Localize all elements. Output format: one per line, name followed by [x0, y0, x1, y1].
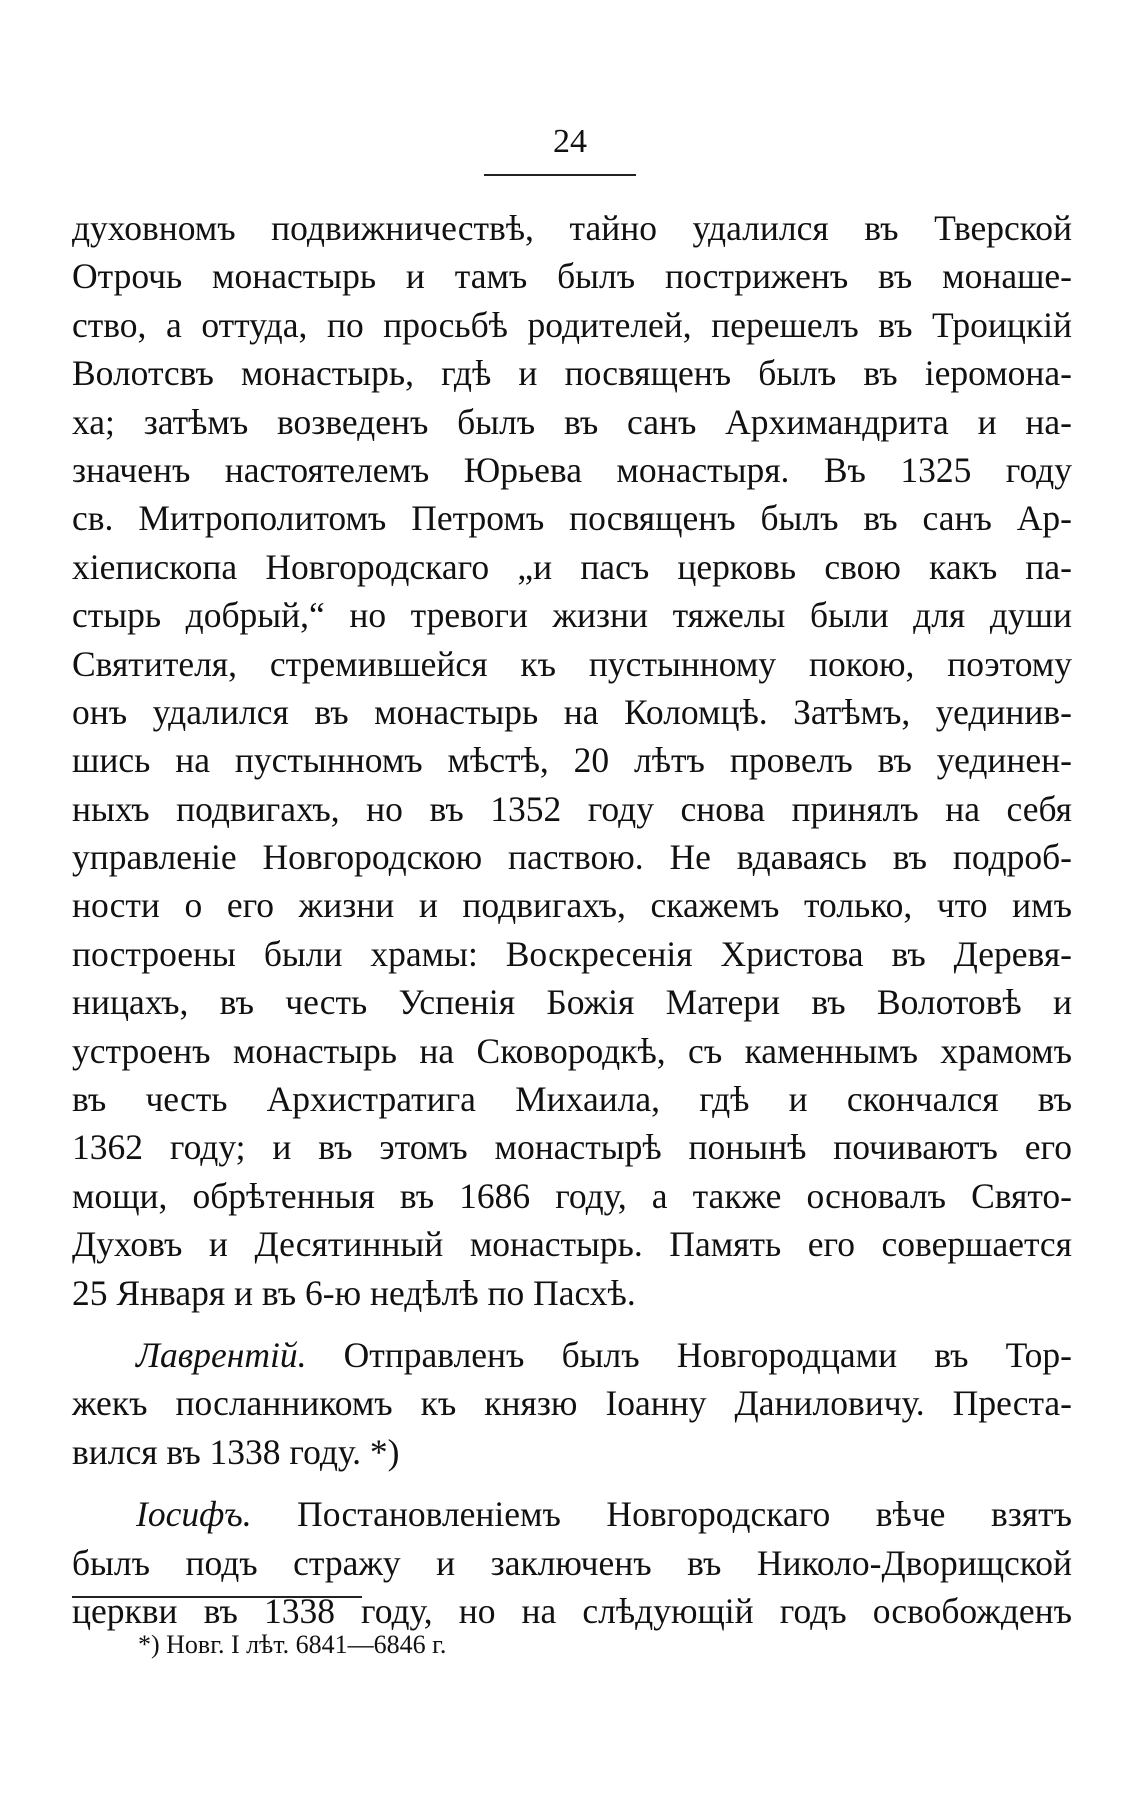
text-line: былъ подъ стражу и заключенъ въ Николо-Дворищской [72, 1542, 1072, 1583]
text-line: ности о его жизни и подвигахъ, скажемъ только, что имъ [72, 885, 1072, 926]
text-line: значенъ настоятелемъ Юрьева монастыря. Въ 1325 году [72, 449, 1072, 490]
paragraph-gap [72, 1476, 1072, 1490]
text-line: онъ удалился въ монастырь на Коломцѣ. Затѣмъ, уединив- [72, 691, 1072, 732]
person-name: Іосифъ. [136, 1494, 252, 1535]
paragraph-gap [72, 1317, 1072, 1331]
text-fragment: Постановленіемъ Новгородскаго вѣче взятъ [251, 1494, 1072, 1535]
page-number-rule [484, 174, 636, 176]
text-line [72, 1331, 1072, 1379]
text-line: Отрочь монастырь и тамъ былъ постриженъ въ монаше- [72, 256, 1072, 297]
text-line: устроенъ монастырь на Сковородкѣ, съ каменнымъ храмомъ [72, 1030, 1072, 1071]
text-line: жекъ посланникомъ къ князю Іоанну Даниловичу. Преста- [72, 1383, 1072, 1424]
text-line: построены были храмы: Воскресенія Христова въ Деревя- [72, 933, 1072, 974]
text-line: управленіе Новгородскою паствою. Не вдаваясь въ подроб- [72, 837, 1072, 878]
text-line: вился въ 1338 году. *) [72, 1431, 400, 1472]
text-line: ство, а оттуда, по просьбѣ родителей, перешелъ въ Троицкій [72, 304, 1072, 345]
body-text [72, 204, 1072, 1635]
paragraph-lavrenty [72, 1331, 1072, 1476]
text-line: ныхъ подвигахъ, но въ 1352 году снова принялъ на себя [72, 788, 1072, 829]
text-line: духовномъ подвижничествѣ, тайно удалился въ Тверской [72, 208, 1072, 248]
text-line: шись на пустынномъ мѣстѣ, 20 лѣтъ провелъ въ уединен- [72, 740, 1072, 781]
text-fragment: Отправленъ былъ Новгородцами въ Тор- [306, 1334, 1072, 1375]
page-number: 24 [553, 123, 587, 160]
text-line: стырь добрый,“ но тревоги жизни тяжелы были для души [72, 595, 1072, 636]
text-line: хіепископа Новгородскаго „и пасъ церковь свою какъ па- [72, 546, 1072, 587]
text-line: церкви въ 1338 году, но на слѣдующій годъ освобожденъ [72, 1590, 1072, 1631]
paragraph-iosif [72, 1490, 1072, 1635]
paragraph-main [72, 204, 1072, 1317]
text-line: 25 Января и въ 6-ю недѣлѣ по Пасхѣ. [72, 1272, 636, 1313]
text-line [72, 1490, 1072, 1538]
footnote: *) Новг. I лѣт. 6841—6846 г. [138, 1630, 447, 1659]
text-line: Святителя, стремившейся къ пустынному покою, поэтому [72, 643, 1072, 684]
footnote-rule [72, 1596, 362, 1598]
text-line: 1362 году; и въ этомъ монастырѣ понынѣ почиваютъ его [72, 1127, 1072, 1168]
text-line: въ честь Архистратига Михаила, гдѣ и скончался въ [72, 1079, 1072, 1120]
text-line: ха; затѣмъ возведенъ былъ въ санъ Архимандрита и на- [72, 401, 1072, 442]
text-line: Духовъ и Десятинный монастырь. Память его совершается [72, 1224, 1072, 1265]
person-name: Лаврентій. [136, 1334, 307, 1375]
text-line: ницахъ, въ честь Успенія Божія Матери въ Волотовѣ и [72, 982, 1072, 1023]
text-line: мощи, обрѣтенныя въ 1686 году, а также основалъ Свято- [72, 1175, 1072, 1216]
text-line: Волотсвъ монастырь, гдѣ и посвященъ былъ въ іеромона- [72, 353, 1072, 394]
text-line: св. Митрополитомъ Петромъ посвященъ былъ въ санъ Ар- [72, 498, 1072, 539]
